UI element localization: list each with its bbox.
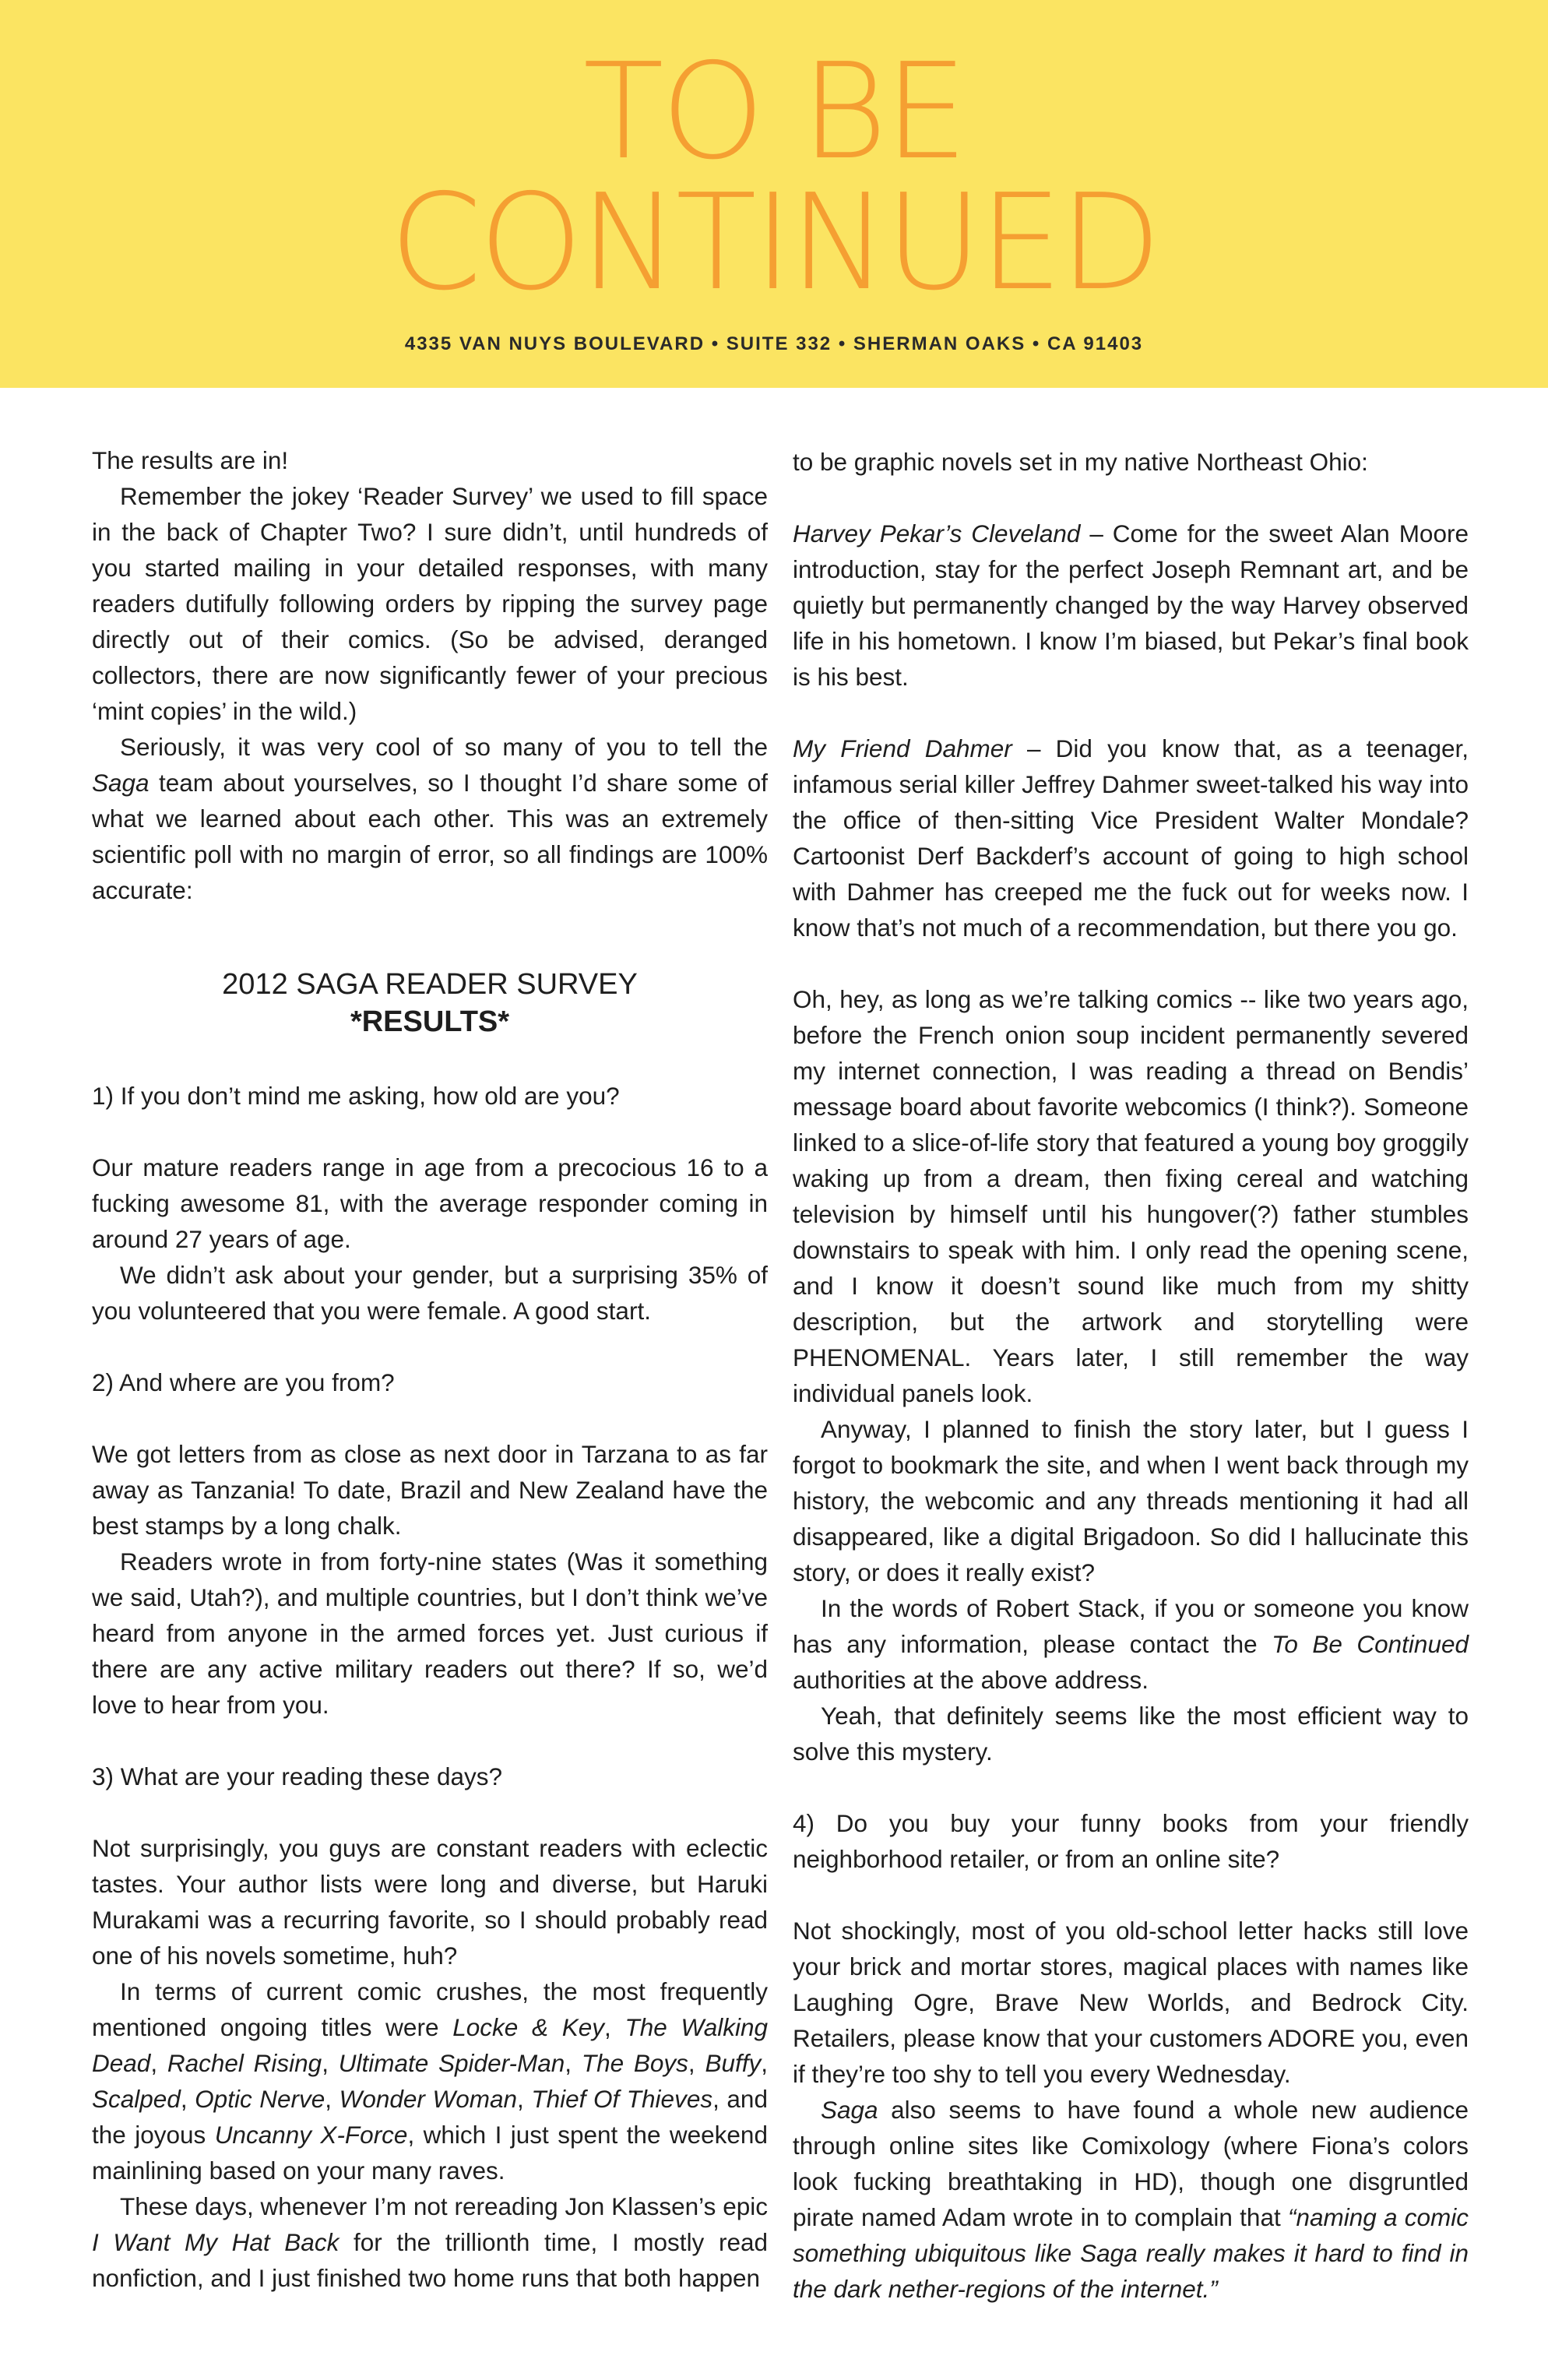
survey-subtitle: *RESULTS* <box>350 1005 510 1038</box>
right-column <box>793 444 1469 2307</box>
answer-3-paragraph: Not surprisingly, you guys are constant readers with eclectic tastes. Your author lists were long and diverse, but Haruki Murakami was a recurring favorite, so I should probably read one of his novels sometime, huh? <box>92 1834 768 1970</box>
answer-3-paragraph-2: In terms of current comic crushes, the most frequently mentioned ongoing titles were Locke & Key, The Walking Dead, Rachel Rising, Ultimate Spider-Man, The Boys, Buffy, Scalped, Optic Nerve, Wonder Woman, Thief Of Thieves, and the joyous Uncanny X-Force, which I just spent the weekend mainlining based on your many raves. <box>92 1977 769 2185</box>
dahmer-review: My Friend Dahmer – Did you know that, as a teenager, infamous serial killer Jeffrey Dahmer sweet-talked his way into the office of then-sitting Vice President Walter Mondale? Cartoonist Derf Backderf’s account of going to high school with Dahmer has creeped me the fuck out for weeks now. I know that’s not much of a recommendation, but there you go. <box>793 734 1469 942</box>
continued-line: to be graphic novels set in my native Northeast Ohio: <box>793 448 1368 476</box>
answer-3-paragraph-3: These days, whenever I’m not rereading Jon Klassen’s epic I Want My Hat Back for the trillionth time, I mostly read nonfiction, and I just finished two home runs that both happen <box>92 2192 769 2292</box>
intro-line: The results are in! <box>92 446 289 474</box>
mailing-address: 4335 VAN NUYS BOULEVARD • SUITE 332 • SHERMAN OAKS • CA 91403 <box>404 333 1144 354</box>
intro-paragraph: Remember the jokey ‘Reader Survey’ we used to fill space in the back of Chapter Two? I sure didn’t, until hundreds of you started mailing in your detailed responses, with many readers dutifully following orders by ripping the survey page directly out of their comics. (So be advised, deranged collectors, there are now significantly fewer of your precious ‘mint copies’ in the wild.) <box>92 482 768 725</box>
webcomic-paragraph-2: Anyway, I planned to finish the story later, but I guess I forgot to bookmark the site, and when I went back through my history, the webcomic and any threads mentioning it had all disappeared, like a digital Brigadoon. So did I hallucinate this story, or does it really exist? <box>793 1415 1469 1586</box>
page-title <box>0 35 1548 320</box>
answer-4-paragraph-2: Saga also seems to have found a whole new audience through online sites like Comixology (where Fiona’s colors look fucking breathtaking in HD), though one disgruntled pirate named Adam wrote in to complain that “naming a comic something ubiquitous like Saga really makes it hard to find in the dark nether-regions of the internet.” <box>793 2096 1469 2303</box>
question-4: 4) Do you buy your funny books from your friendly neighborhood retailer, or from an online site? <box>793 1809 1469 1873</box>
question-2: 2) And where are you from? <box>92 1368 395 1396</box>
intro-paragraph-2: Seriously, it was very cool of so many of you to tell the Saga team about yourselves, so I thought I’d share some of what we learned about each other. This was an extremely scientific poll with no margin of error, so all findings are 100% accurate: <box>92 733 768 904</box>
answer-2-paragraph-2: Readers wrote in from forty-nine states (Was it something we said, Utah?), and multiple countries, but I don’t think we’ve heard from anyone in the armed forces yet. Just curious if there are any active military readers out there? If so, we’d love to hear from you. <box>92 1547 768 1719</box>
answer-1-paragraph: Our mature readers range in age from a precocious 16 to a fucking awesome 81, with the average responder coming in around 27 years of age. <box>92 1153 768 1253</box>
title-line-1: TO BE <box>582 35 966 189</box>
robert-stack-paragraph: In the words of Robert Stack, if you or someone you know has any information, please contact the To Be Continued authorities at the above address. <box>793 1594 1469 1694</box>
question-1: 1) If you don’t mind me asking, how old are you? <box>92 1082 620 1110</box>
webcomic-paragraph: Oh, hey, as long as we’re talking comics -- like two years ago, before the French onion soup incident permanently severed my internet connection, I was reading a thread on Bendis’ message board about favorite webcomics (I think?). Someone linked to a slice-of-life story that featured a young boy groggily waking up from a dream, then fixing cereal and watching television by himself until his hungover(?) father stumbles downstairs to speak with him. I only read the opening scene, and I know it doesn’t sound like much from my shitty description, but the artwork and storytelling were PHENOMENAL. Years later, I still remember the way individual panels look. <box>793 985 1469 1407</box>
title-line-2: CONTINUED <box>389 166 1159 320</box>
answer-2-paragraph: We got letters from as close as next door in Tarzana to as far away as Tanzania! To date, Brazil and New Zealand have the best stamps by a long chalk. <box>92 1440 768 1540</box>
pekar-review: Harvey Pekar’s Cleveland – Come for the sweet Alan Moore introduction, stay for the perfect Joseph Remnant art, and be quietly but permanently changed by the way Harvey observed life in his hometown. I know I’m biased, but Pekar’s final book is his best. <box>793 519 1469 691</box>
answer-1-paragraph-2: We didn’t ask about your gender, but a surprising 35% of you volunteered that you were female. A good start. <box>92 1261 768 1325</box>
question-3: 3) What are your reading these days? <box>92 1762 503 1790</box>
survey-title: 2012 SAGA READER SURVEY <box>222 968 638 1001</box>
mystery-paragraph: Yeah, that definitely seems like the most efficient way to solve this mystery. <box>793 1702 1469 1766</box>
answer-4-paragraph: Not shockingly, most of you old-school letter hacks still love your brick and mortar stores, magical places with names like Laughing Ogre, Brave New Worlds, and Bedrock City. Retailers, please know that your customers ADORE you, even if they’re too shy to tell you every Wednesday. <box>793 1917 1469 2088</box>
masthead-banner <box>0 0 1548 388</box>
left-column <box>92 442 768 2296</box>
